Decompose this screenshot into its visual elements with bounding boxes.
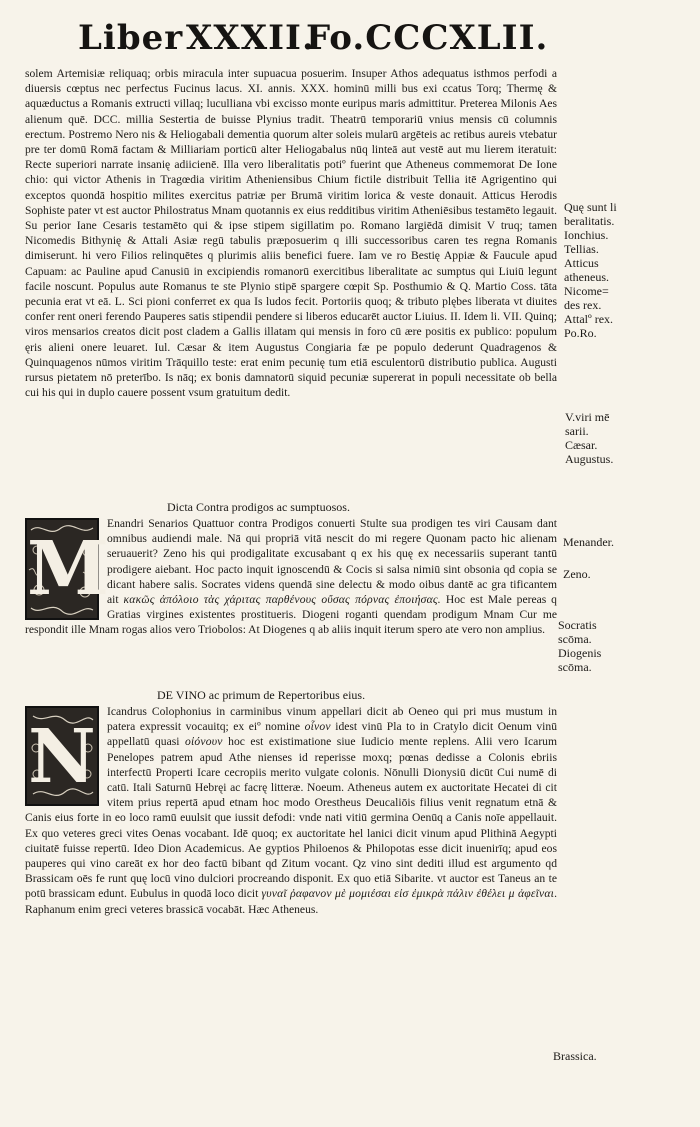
section-de-vino xyxy=(25,704,557,917)
marginal-line: Atticus xyxy=(564,256,599,270)
vino-text-5: . Raphanum enim greci veteres brassicā vocabāt. Hæc Atheneus. xyxy=(25,887,557,916)
prodigals-text-2: Hoc est Male pereas q Gratias virgines existentes prostitueris. Diogeni roganti quendam prodigum Mnam Cur me respondit ille Mnam rogas alios vero Triobolos: At Diogenes q ab aliis inquit iterum spero ate vero non amplius. xyxy=(25,593,557,637)
vino-text-2: idest vinū Pla to in Cratylo dicit Oenum vinū appellatū quasi xyxy=(107,720,557,749)
greek-word-oionoun: οἰόνουν xyxy=(185,735,223,749)
prodigals-text-1: Enandri Senarios Quattuor contra Prodigos conuerti Stulte sua prodigen tes viri Causam dant omnibus audiendi male. Nā qui propriā vitā nescit do mi regere Quonam pacto hic alienam seruauerit? Zeno his qui prodigalitate excusabant q ex his quę ex necessariis superant tantū prodigere aiebant. Hoc pacto inquit ignoscendū & Cocis si salsa nimiū sint obsonia qd copia se dicant habere salis. Socrates videns quendā sine delectu & modo oibus dantē ac gra tificantem ait xyxy=(107,517,557,607)
section-title-prodigals: Dicta Contra prodigos ac sumptuosos. xyxy=(167,500,350,514)
marginal-line: Tellias. xyxy=(564,242,599,256)
marginal-note-brassica xyxy=(553,1049,681,1063)
greek-quotation-socrates: κακῶς ἀπόλοιο τὰς χάριτας παρθένους οὔσας πόρνας ἐποιήσας. xyxy=(123,593,441,607)
marginal-line: Po.Ro. xyxy=(564,326,597,340)
vino-text-3: hoc est existimatione siue Iudicio mente replens. Alii vero Icarum Penelopes patrem apud Athe nienses id reperisse moxq; pœnas dedisse a Colonis ebriis interfectū Properti Icare cecropiis merito vulgate colonis. Nōnulli Dionysiū dicūt Cui numē di catū. Itali Saturnū Hebręi ac facrę litteræ. Noeum. Atheneus autem ex auctoritate Hecatei di cit vitem prius repertā apud etnam hoc modo Orestheus Deucaliōis filius venit regnatum etnā & Canis eius forte in eo loco ramū euulsit que iussit defodi: vnde nati vitiū germina Oenūq a Canis noīe appellauit. Ex quo veteres greci vites Oenas vocabant. Idē quoq; ex auctoritate hel lanici dicit vinum apud Plithinā Aegypti ciuitatē fuisse repertū. Ideo Dion Academicus. Ae gyptios Philoenos & Philopotas esse dicit inuenirīq; apud eos pauperes qui vino careāt ex hor deo factū bibant qd Zitum vocant. Qz vino sint dediti illud est argumento qd Brassicam oēs fe runt quę locū vino dulciori procreando disponit. Ex quo etiā Sibarite. vt auctor est Taneus an te potū brassicam edunt. Eubulus in quodā loco dicit xyxy=(25,735,557,901)
marginal-note-mensarii xyxy=(565,410,693,466)
marginal-line: des rex. xyxy=(564,298,602,312)
marginal-line: scōma. xyxy=(558,632,592,646)
decorated-initial-m xyxy=(25,518,109,620)
header-book-number: XXXII. xyxy=(186,18,315,58)
greek-word-oinon: οἶνον xyxy=(304,720,331,734)
marginal-line: V.viri mē xyxy=(565,410,610,424)
marginal-line: Ionchius. xyxy=(564,228,609,242)
marginal-note-scomata xyxy=(558,618,686,674)
marginal-line: beralitatis. xyxy=(564,214,615,228)
marginal-line: Attalº rex. xyxy=(564,312,614,326)
paragraph-de-vino xyxy=(25,704,557,917)
initial-letter: N xyxy=(28,714,96,800)
paragraph-liberality: solem Artemisiæ reliquaq; orbis miracula inter supuacua posuerim. Insuper Athos adequatus isthmos perfodi a diuersis cœptus nec perfectus Fucinus lacus. XI. annis. XXX. hominū milli bus exi ccatus Torq; Thermę & aquæductus a Romanis extructi villaq; luculliana vbi excisso monte euripus maris admittitur. Preterea Milonis Aes alienum quē. DCC. millia Sestertia de buisse Plynius tradit. Theatrū temporariū vnius mensis cū columnis erectum. Postremo Nero nis & Heliogabali dementia quorum alter soleis mularū argēteis ac retibus aureis vtebatur pre ter domū Romā factam & Milliariam porticū alter Heliogabalus nūq linteā aut vestē aut mu lierem iteratuit: Recte superiori narrate insanię adiicienē. Illa vero liberalitatis potiº fuerint que Atheneus commemorat De Ione chio: qui victor Athenis in Tragœdia viritim Atheniensibus Chium fictile distribuit Tellia itē Agrigentino qui exceptos quondā hospitio milites exercitus patriæ per Brumā viritim lorica & veste donauit. Atticus Herodis Sophiste pater vt est auctor Philostratus Mnam quotannis ex eius redditibus viritim Atheniēsibus testamēto legauit. Su perior Iane Cesaris testamēto qui & ipse stipem sigillatim po. Romano largiēdā dimisit V truq; tamen Nicomedis Bithynię & Attali Asiæ regū tabulis præposuerim q illi successoribus caren tes regna Romanis dimiserunt. hi vero Filios relinquētes q plurimis aliis benefici fuere. Iam ve ro Bestię Appiæ & Faucule apud Capuam: ac Pauline apud Canusiū in excipiendis romanorū exercitibus liberalitate ac sumptus qui Liuiū legunt facile noscunt. Populus aute Romanus te ste Plynio stipē spargere cœpit Sp. Posthumio & Q. Martio Coss. tāta pecunia erat vt eā. L. Sci pioni conferret ex qua Is ludos fecit. Portoriis quoq; & tributo plębes liberata vt diuites confer rent oneri ferendo Pauperes satis stipendii pendere si liberos educarēt auctor Liuius. II. Idem li. VII. Quinq; viros mensarios creatos dicit post cladem a Gallis illatam qui mensis in foro cū ære positis ex publico: populum ęris alieni onere leuaret. Iul. Cæsar & item Augustus Congiaria fæ pe populo dederunt Quadragenos & Quinquagenos nūmos viritim Trāquillo teste: erat enim pecunię tum etiā esculentorū distributio publica. Augusti rursus pietatem nō preterībo. Is nāq; ex bonis damnatorū siquid pecuniæ supererat in populi necessitate ob bella cui his qui in duplo cauere possent vsum gratuitum dedit. xyxy=(25,67,557,400)
decorated-initial-n xyxy=(25,706,99,806)
section-prodigals xyxy=(25,516,557,638)
header-folio-number: Fo.CCCXLII. xyxy=(306,18,549,58)
section-title-de-vino: DE VINO ac primum de Repertoribus eius. xyxy=(157,688,366,702)
marginal-line: Cæsar. xyxy=(565,438,598,452)
marginal-line: Nicome= xyxy=(564,284,609,298)
header-liber: Liber xyxy=(78,18,184,58)
running-header xyxy=(78,18,558,70)
marginal-note-liberality xyxy=(564,200,692,340)
greek-quotation-eubulus-2: πάλιν ἐθέλει μ ἀφεῖναι xyxy=(446,887,555,901)
marginal-line: Zeno. xyxy=(563,567,591,581)
marginal-note-zeno xyxy=(563,567,691,581)
section-liberality xyxy=(25,66,557,400)
marginal-line: Diogenis xyxy=(558,646,602,660)
marginal-line: Quę sunt li xyxy=(564,200,617,214)
marginal-line: atheneus. xyxy=(564,270,609,284)
marginal-line: scōma. xyxy=(558,660,592,674)
initial-letter: M xyxy=(27,526,109,612)
marginal-line: Augustus. xyxy=(565,452,614,466)
marginal-note-menander xyxy=(563,535,691,549)
marginal-line: Menander. xyxy=(563,535,614,549)
marginal-line: Socratis xyxy=(558,618,597,632)
vino-text-1: Icandrus Colophonius in carminibus vinum appellari dicit ab Oeneo qui pri mus mustum in patera expressit vocauitq; ex eiº nomine xyxy=(107,705,557,734)
marginal-line: Brassica. xyxy=(553,1049,597,1063)
greek-quotation-eubulus-1: γυναῖ ῥαφανον μὲ μομιέσαι εἰσ ἐμικρὰ xyxy=(261,887,444,901)
marginal-line: sarii. xyxy=(565,424,589,438)
